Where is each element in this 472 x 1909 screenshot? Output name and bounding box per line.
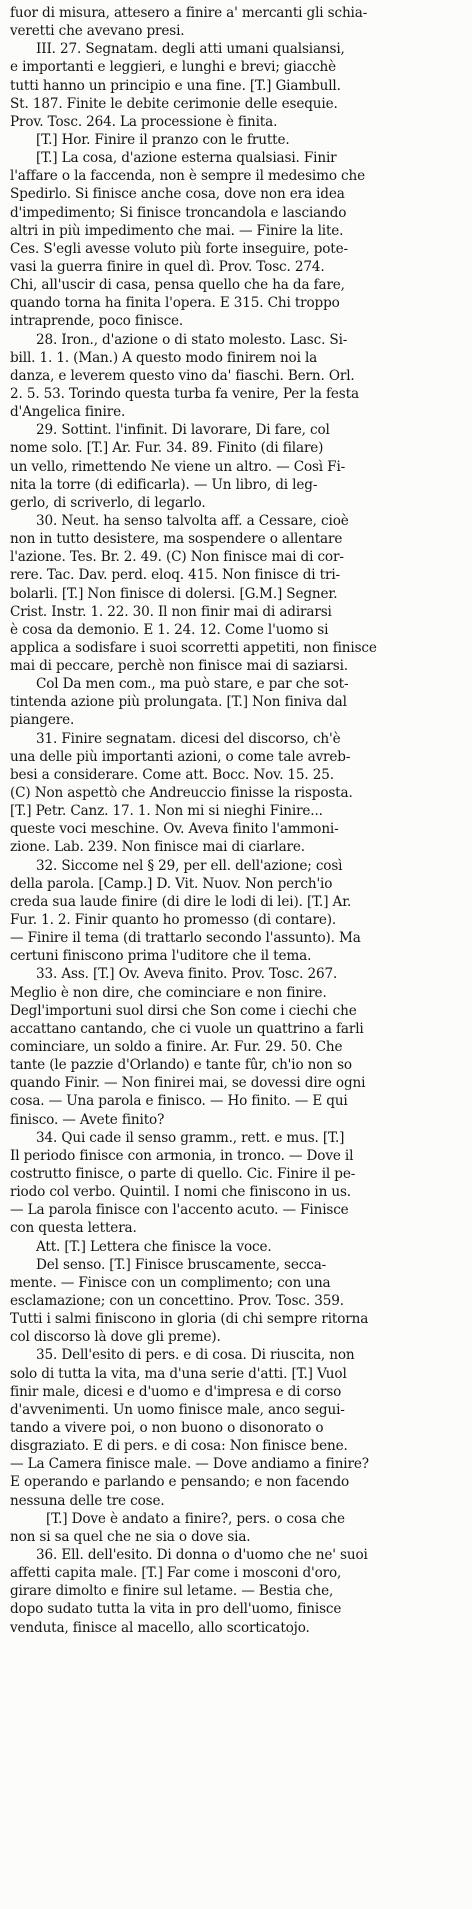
text-line: non in tutto desistere, ma sospendere o allentare (10, 531, 343, 548)
text-line: queste voci meschine. Ov. Aveva finito l'ammoni- (10, 821, 339, 838)
text-line: [T.] Dove è andato a finire?, pers. o cosa che (46, 1510, 345, 1527)
text-line: accattano cantando, che ci vuole un quattrino a farli (10, 1020, 364, 1037)
text-line: Chi, all'uscir di casa, pensa quello che ha da fare, (10, 277, 345, 294)
text-line: (C) Non aspettò che Andreuccio finisse la risposta. (10, 785, 353, 802)
text-line: E operando e parlando e pensando; e non facendo (10, 1474, 350, 1491)
text-line: 36. Ell. dell'esito. Di donna o d'uomo che ne' suoi (36, 1546, 368, 1563)
text-line: affetti capita male. [T.] Far come i mosconi d'oro, (10, 1565, 342, 1582)
text-line: gerlo, di scriverlo, di legarlo. (10, 494, 206, 511)
text-line: III. 27. Segnatam. degli atti umani qualsiansi, (36, 41, 345, 58)
text-line: 33. Ass. [T.] Ov. Aveva finito. Prov. Tosc. 267. (36, 966, 338, 983)
text-line: [T.] Petr. Canz. 17. 1. Non mi si nieghi Finire... (10, 803, 323, 820)
text-line: Spedirlo. Si finisce anche cosa, dove non era idea (10, 186, 345, 203)
text-line: con questa lettera. (10, 1220, 137, 1237)
text-line: 2. 5. 53. Torindo questa turba fa venire, Per la festa (10, 385, 359, 402)
text-line: veretti che avevano presi. (10, 23, 185, 40)
text-line: Fur. 1. 2. Finir quanto ho promesso (di contare). (10, 912, 337, 929)
text-line: Col Da men com., ma può stare, e par che sot- (36, 676, 349, 693)
text-line: Att. [T.] Lettera che finisce la voce. (36, 1238, 272, 1255)
text-line: Il periodo finisce con armonia, in tronco. — Dove il (10, 1147, 354, 1164)
text-line: creda sua laude finire (di dire le lodi di lei). [T.] Ar. (10, 893, 352, 910)
text-line: d'avvenimenti. Un uomo finisce male, anco segui- (10, 1401, 345, 1418)
text-line: costrutto finisce, o parte di quello. Cic. Finire il pe- (10, 1166, 356, 1182)
text-line: rere. Tac. Dav. perd. eloq. 415. Non finisce di tri- (10, 567, 340, 584)
text-line: mai di peccare, perchè non finisce mai di saziarsi. (10, 658, 348, 675)
text-line: Meglio è non dire, che cominciare e non finire. (10, 984, 327, 1001)
text-line: Tutti i salmi finiscono in gloria (di chi sempre ritorna (10, 1311, 369, 1328)
text-line: l'affare o la faccenda, non è sempre il medesimo che (10, 168, 365, 185)
text-line: altri in più impedimento che mai. — Finire la lite. (10, 222, 344, 239)
text-line: e importanti e leggieri, e lunghi e brevi; giacchè (10, 59, 337, 76)
text-line: 30. Neut. ha senso talvolta aff. a Cessare, cioè (36, 512, 349, 529)
text-line: disgraziato. E di pers. e di cosa: Non finisce bene. (10, 1438, 348, 1455)
text-line: venduta, finisce al macello, allo scorticatojo. (10, 1619, 310, 1636)
text-line: quando torna ha finita l'opera. E 315. Chi troppo (10, 295, 340, 312)
text-line: della parola. [Camp.] D. Vit. Nuov. Non perch'io (10, 875, 333, 892)
text-line: zione. Lab. 239. Non finisce mai di ciarlare. (10, 839, 305, 856)
text-line: — La Camera finisce male. — Dove andiamo a finire? (10, 1456, 369, 1473)
text-line: d'impedimento; Si finisce troncandola e lasciando (10, 204, 347, 221)
text-line: tintenda azione più prolungata. [T.] Non finiva dal (10, 694, 347, 711)
text-line: nome solo. [T.] Ar. Fur. 34. 89. Finito (di filare) (10, 440, 324, 457)
text-line: applica a sodisfare i suoi scorretti appetiti, non finisce (10, 639, 377, 656)
text-line: piangere. (10, 712, 75, 729)
text-line: 35. Dell'esito di pers. e di cosa. Di riuscita, non (36, 1347, 355, 1364)
text-line: nessuna delle tre cose. (10, 1492, 165, 1509)
text-line: St. 187. Finite le debite cerimonie delle esequie. (10, 95, 338, 112)
text-line: 32. Siccome nel § 29, per ell. dell'azione; così (36, 857, 343, 874)
text-line: nita la torre (di edificarla). — Un libro, di leg- (10, 476, 318, 493)
text-line: bill. 1. 1. (Man.) A questo modo finirem noi la (10, 349, 318, 366)
text-line: tutti hanno un principio e una fine. [T.] Giambull. (10, 77, 341, 94)
text-line: riodo col verbo. Quintil. I nomi che finiscono in us. (10, 1184, 351, 1201)
text-line: Degl'importuni suol dirsi che Son come i ciechi che (10, 1002, 357, 1019)
text-line: Crist. Instr. 1. 22. 30. Il non finir mai di adirarsi (10, 603, 332, 620)
text-line: mente. — Finisce con un complimento; con una (10, 1274, 331, 1291)
text-line: dopo sudato tutta la vita in pro dell'uomo, finisce (10, 1601, 342, 1618)
text-line: vasi la guerra finire in quel dì. Prov. Tosc. 274. (10, 258, 325, 275)
text-line: girare dimolto e finire sul letame. — Bestia che, (10, 1583, 334, 1600)
text-line: intraprende, poco finisce. (10, 313, 184, 330)
text-line: quando Finir. — Non finirei mai, se dovessi dire ogni (10, 1075, 366, 1092)
text-line: l'azione. Tes. Br. 2. 49. (C) Non finisce mai di cor- (10, 549, 344, 566)
text-line: cosa. — Una parola e finisco. — Ho finito. — E qui (10, 1093, 348, 1110)
text-line: tando a vivere poi, o non buono o disonorato o (10, 1419, 324, 1436)
text-line: col discorso là dove gli preme). (10, 1329, 221, 1346)
text-line: bolarli. [T.] Non finisce di dolersi. [G.M.] Segner. (10, 585, 338, 602)
text-line: — La parola finisce con l'accento acuto. — Finisce (10, 1202, 349, 1219)
text-line: tante (le pazzie d'Orlando) e tante fûr, ch'io non so (10, 1057, 352, 1074)
text-line: finisco. — Avete finito? (10, 1111, 165, 1128)
text-line: Ces. S'egli avesse voluto più forte inseguire, pote- (10, 240, 348, 257)
text-line: Del senso. [T.] Finisce bruscamente, secca- (36, 1256, 327, 1273)
text-line: 29. Sottint. l'infinit. Di lavorare, Di fare, col (36, 422, 330, 439)
text-line: 28. Iron., d'azione o di stato molesto. Lasc. Si- (36, 331, 348, 348)
text-line: 34. Qui cade il senso gramm., rett. e mus. [T.] (36, 1129, 345, 1146)
text-line: una delle più importanti azioni, o come tale avreb- (10, 748, 351, 765)
text-line: un vello, rimettendo Ne viene un altro. — Così Fi- (10, 458, 346, 475)
text-line: cominciare, un soldo a finire. Ar. Fur. 29. 50. Che (10, 1039, 343, 1056)
text-line: [T.] La cosa, d'azione esterna qualsiasi. Finir (36, 150, 337, 167)
text-line: certuni finiscono prima l'uditore che il tema. (10, 948, 312, 965)
text-line: danza, e leverem questo vino da' fiaschi. Bern. Orl. (10, 367, 355, 384)
text-line: — Finire il tema (di trattarlo secondo l'assunto). Ma (10, 930, 361, 947)
text-line: besi a considerare. Come att. Bocc. Nov. 15. 25. (10, 766, 334, 783)
text-line: fuor di misura, attesero a finire a' mercanti gli schia- (10, 5, 368, 21)
text-line: d'Angelica finire. (10, 404, 126, 421)
text-line: 31. Finire segnatam. dicesi del discorso, ch'è (36, 730, 341, 747)
text-line: [T.] Hor. Finire il pranzo con le frutte. (36, 131, 290, 148)
text-line: finir male, dicesi e d'uomo e d'impresa e di corso (10, 1383, 342, 1400)
text-line: solo di tutta la vita, ma d'una serie d'atti. [T.] Vuol (10, 1365, 347, 1382)
text-line: Prov. Tosc. 264. La processione è finita. (10, 113, 278, 130)
text-line: è cosa da demonio. E 1. 24. 12. Come l'uomo si (10, 621, 329, 638)
text-line: non si sa quel che ne sia o dove sia. (10, 1528, 251, 1545)
text-line: esclamazione; con un concettino. Prov. Tosc. 359. (10, 1292, 344, 1309)
